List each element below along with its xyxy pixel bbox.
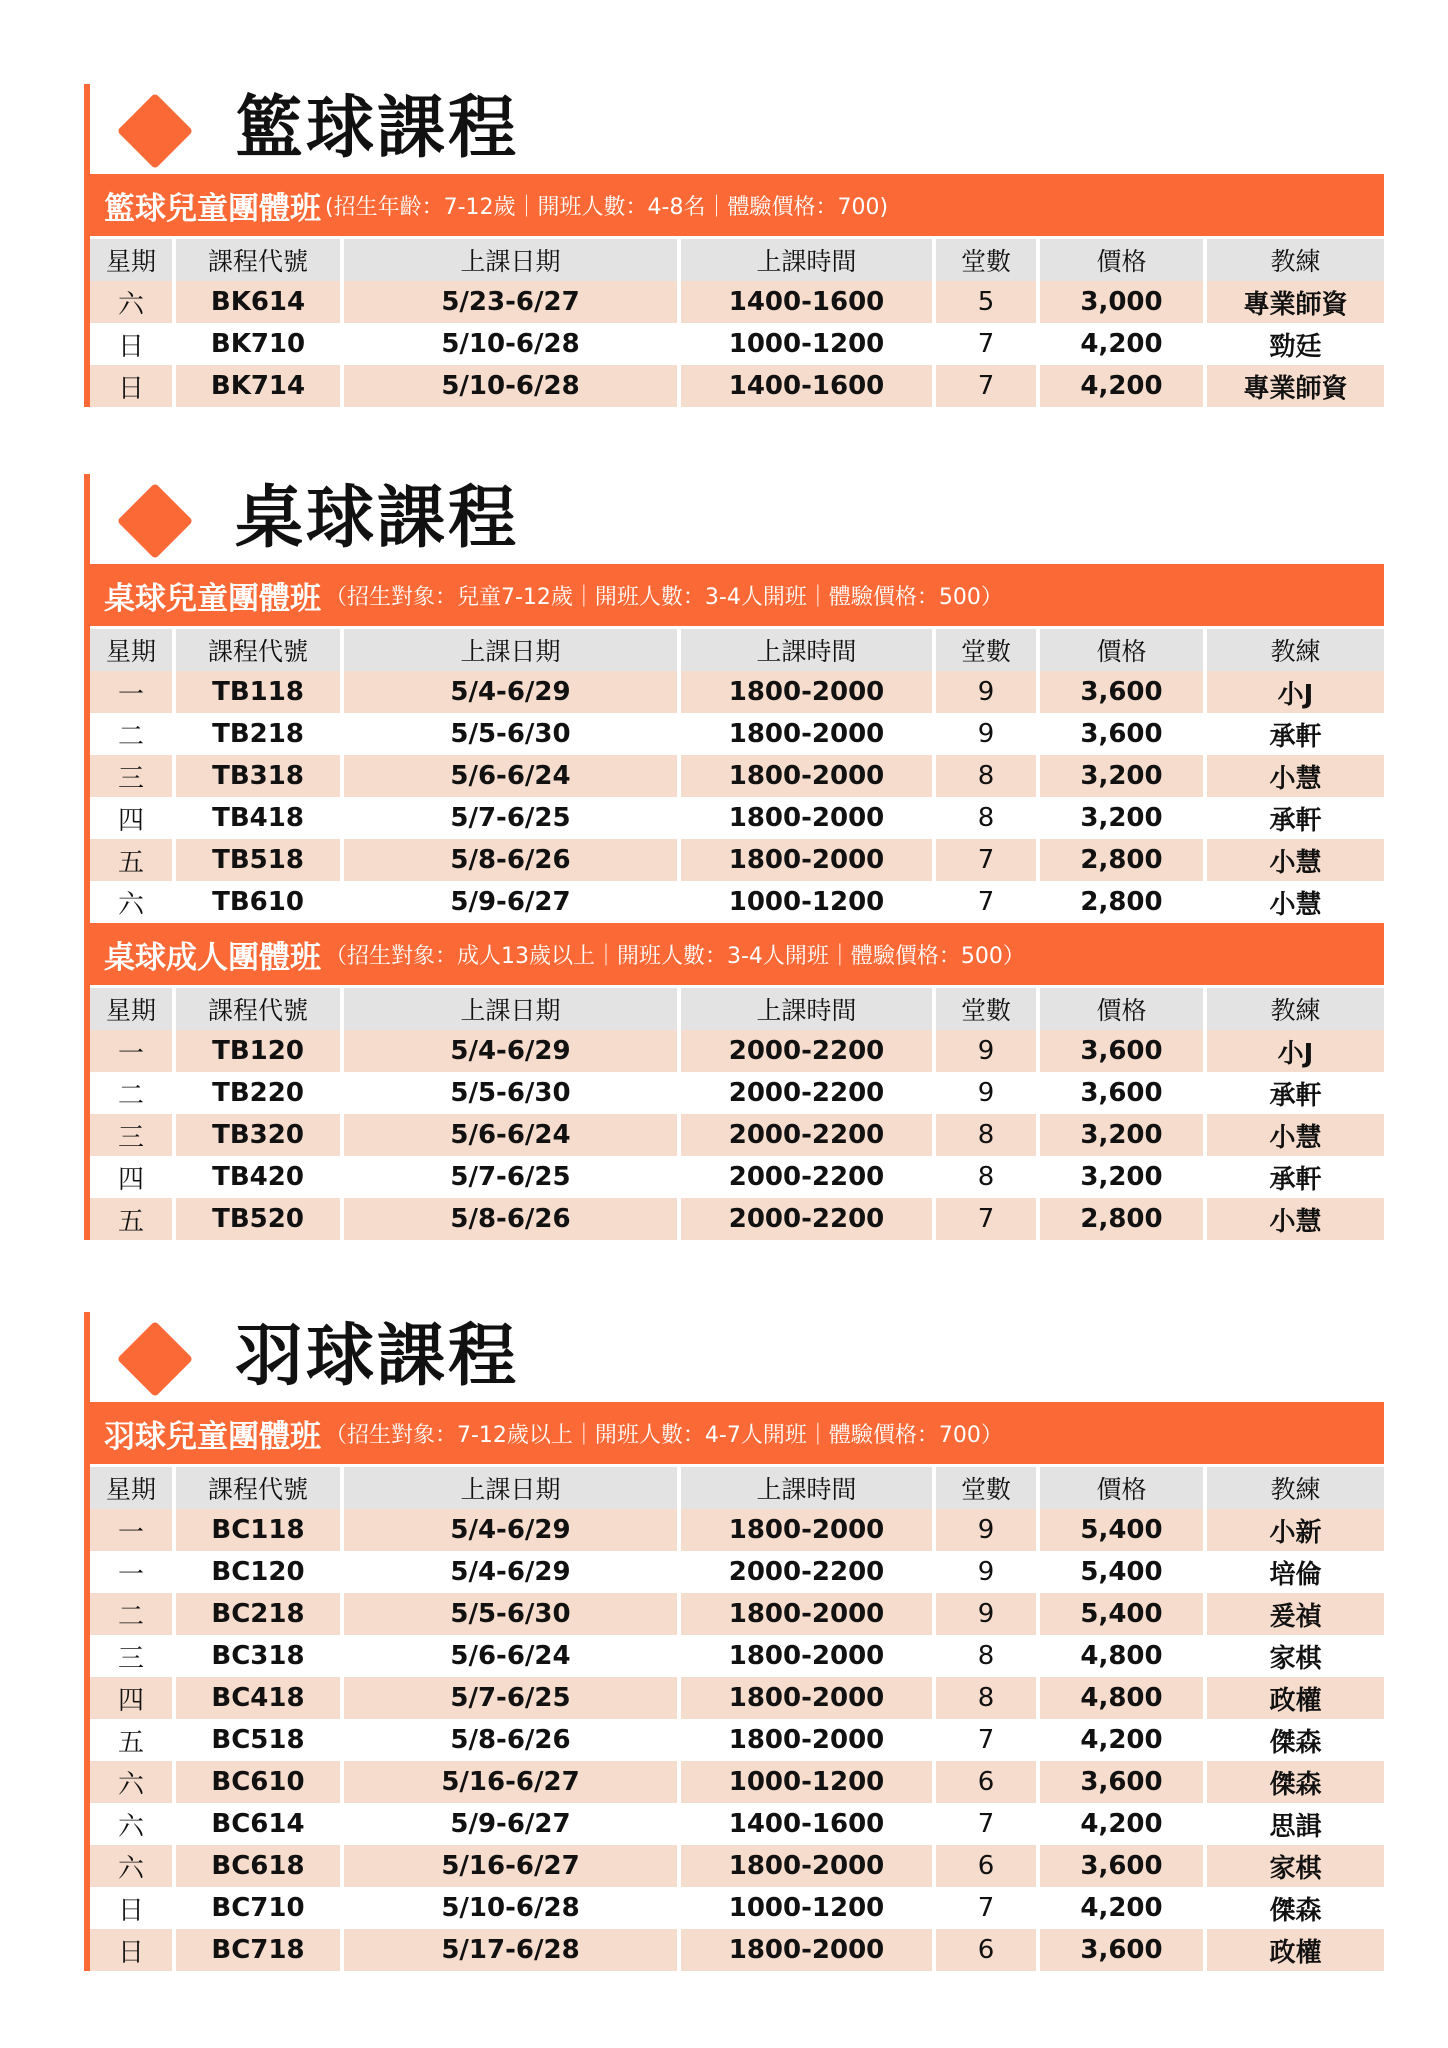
coach-cell: 承軒 bbox=[1205, 1072, 1384, 1114]
time-cell: 1000-1200 bbox=[679, 1887, 934, 1929]
col-dates: 上課日期 bbox=[342, 987, 679, 1031]
price-cell: 2,800 bbox=[1038, 881, 1205, 923]
sessions-cell: 6 bbox=[934, 1929, 1038, 1971]
section-header bbox=[90, 84, 1384, 174]
course-code-cell: BC718 bbox=[174, 1929, 342, 1971]
col-time: 上課時間 bbox=[679, 628, 934, 672]
basketball-section bbox=[84, 84, 1384, 407]
price-cell: 4,200 bbox=[1038, 1803, 1205, 1845]
table-header-row bbox=[90, 987, 1384, 1031]
course-code-cell: BK714 bbox=[174, 365, 342, 407]
price-cell: 4,200 bbox=[1038, 1887, 1205, 1929]
col-coach: 教練 bbox=[1205, 987, 1384, 1031]
price-cell: 3,600 bbox=[1038, 1929, 1205, 1971]
sessions-cell: 9 bbox=[934, 1030, 1038, 1072]
schedule-table bbox=[90, 626, 1384, 923]
class-header bbox=[90, 174, 1384, 236]
table-row bbox=[90, 1929, 1384, 1971]
sessions-cell: 7 bbox=[934, 881, 1038, 923]
coach-cell: 政權 bbox=[1205, 1677, 1384, 1719]
sessions-cell: 6 bbox=[934, 1761, 1038, 1803]
weekday-cell: 日 bbox=[90, 365, 174, 407]
col-dates: 上課日期 bbox=[342, 628, 679, 672]
course-code-cell: TB420 bbox=[174, 1156, 342, 1198]
sessions-cell: 8 bbox=[934, 755, 1038, 797]
col-time: 上課時間 bbox=[679, 238, 934, 282]
sessions-cell: 7 bbox=[934, 1719, 1038, 1761]
table-row bbox=[90, 839, 1384, 881]
price-cell: 4,800 bbox=[1038, 1677, 1205, 1719]
weekday-cell: 二 bbox=[90, 1072, 174, 1114]
col-coach: 教練 bbox=[1205, 238, 1384, 282]
table-row bbox=[90, 1635, 1384, 1677]
class-header bbox=[90, 1402, 1384, 1464]
col-price: 價格 bbox=[1038, 987, 1205, 1031]
time-cell: 1800-2000 bbox=[679, 839, 934, 881]
table-row bbox=[90, 881, 1384, 923]
sessions-cell: 9 bbox=[934, 1551, 1038, 1593]
course-code-cell: BC120 bbox=[174, 1551, 342, 1593]
sessions-cell: 8 bbox=[934, 1635, 1038, 1677]
time-cell: 2000-2200 bbox=[679, 1551, 934, 1593]
table-row bbox=[90, 1719, 1384, 1761]
course-code-cell: BC614 bbox=[174, 1803, 342, 1845]
weekday-cell: 四 bbox=[90, 1156, 174, 1198]
time-cell: 1000-1200 bbox=[679, 1761, 934, 1803]
col-course-code: 課程代號 bbox=[174, 238, 342, 282]
dates-cell: 5/17-6/28 bbox=[342, 1929, 679, 1971]
time-cell: 1800-2000 bbox=[679, 1509, 934, 1551]
dates-cell: 5/4-6/29 bbox=[342, 1030, 679, 1072]
sessions-cell: 8 bbox=[934, 1677, 1038, 1719]
table-tennis-section bbox=[84, 474, 1384, 1240]
sessions-cell: 7 bbox=[934, 365, 1038, 407]
table-row bbox=[90, 1761, 1384, 1803]
table-header-row bbox=[90, 238, 1384, 282]
course-code-cell: BC710 bbox=[174, 1887, 342, 1929]
course-code-cell: TB120 bbox=[174, 1030, 342, 1072]
dates-cell: 5/4-6/29 bbox=[342, 1551, 679, 1593]
weekday-cell: 日 bbox=[90, 1887, 174, 1929]
section-header bbox=[90, 474, 1384, 564]
coach-cell: 小慧 bbox=[1205, 839, 1384, 881]
course-code-cell: BK710 bbox=[174, 323, 342, 365]
table-row bbox=[90, 671, 1384, 713]
course-code-cell: BC318 bbox=[174, 1635, 342, 1677]
table-row bbox=[90, 1887, 1384, 1929]
coach-cell: 政權 bbox=[1205, 1929, 1384, 1971]
time-cell: 1800-2000 bbox=[679, 1635, 934, 1677]
weekday-cell: 四 bbox=[90, 1677, 174, 1719]
time-cell: 1800-2000 bbox=[679, 713, 934, 755]
price-cell: 5,400 bbox=[1038, 1551, 1205, 1593]
sessions-cell: 6 bbox=[934, 1845, 1038, 1887]
table-row bbox=[90, 797, 1384, 839]
coach-cell: 承軒 bbox=[1205, 797, 1384, 839]
section-title: 羽球課程 bbox=[235, 1317, 520, 1396]
price-cell: 4,200 bbox=[1038, 323, 1205, 365]
class-name: 桌球兒童團體班 bbox=[104, 580, 321, 617]
weekday-cell: 三 bbox=[90, 1114, 174, 1156]
time-cell: 1800-2000 bbox=[679, 1719, 934, 1761]
col-price: 價格 bbox=[1038, 1466, 1205, 1510]
weekday-cell: 日 bbox=[90, 1929, 174, 1971]
class-header bbox=[90, 923, 1384, 985]
price-cell: 2,800 bbox=[1038, 839, 1205, 881]
sessions-cell: 5 bbox=[934, 281, 1038, 323]
col-weekday: 星期 bbox=[90, 238, 174, 282]
time-cell: 1000-1200 bbox=[679, 881, 934, 923]
course-code-cell: TB320 bbox=[174, 1114, 342, 1156]
course-code-cell: BC518 bbox=[174, 1719, 342, 1761]
table-row bbox=[90, 1677, 1384, 1719]
dates-cell: 5/7-6/25 bbox=[342, 1677, 679, 1719]
time-cell: 1800-2000 bbox=[679, 797, 934, 839]
coach-cell: 爰禎 bbox=[1205, 1593, 1384, 1635]
price-cell: 3,000 bbox=[1038, 281, 1205, 323]
course-code-cell: TB610 bbox=[174, 881, 342, 923]
sessions-cell: 8 bbox=[934, 1156, 1038, 1198]
dates-cell: 5/10-6/28 bbox=[342, 1887, 679, 1929]
diamond-bullet-icon bbox=[117, 1321, 193, 1397]
col-dates: 上課日期 bbox=[342, 238, 679, 282]
table-row bbox=[90, 1198, 1384, 1240]
coach-cell: 小慧 bbox=[1205, 881, 1384, 923]
course-code-cell: TB418 bbox=[174, 797, 342, 839]
course-code-cell: TB318 bbox=[174, 755, 342, 797]
table-row bbox=[90, 713, 1384, 755]
table-row bbox=[90, 1593, 1384, 1635]
weekday-cell: 二 bbox=[90, 713, 174, 755]
weekday-cell: 日 bbox=[90, 323, 174, 365]
table-row bbox=[90, 1803, 1384, 1845]
course-code-cell: TB218 bbox=[174, 713, 342, 755]
weekday-cell: 四 bbox=[90, 797, 174, 839]
sessions-cell: 7 bbox=[934, 1198, 1038, 1240]
schedule-table bbox=[90, 236, 1384, 407]
coach-cell: 小J bbox=[1205, 1030, 1384, 1072]
coach-cell: 專業師資 bbox=[1205, 281, 1384, 323]
col-time: 上課時間 bbox=[679, 1466, 934, 1510]
dates-cell: 5/6-6/24 bbox=[342, 1635, 679, 1677]
price-cell: 3,200 bbox=[1038, 1114, 1205, 1156]
col-weekday: 星期 bbox=[90, 628, 174, 672]
section-title: 桌球課程 bbox=[235, 479, 520, 558]
dates-cell: 5/9-6/27 bbox=[342, 1803, 679, 1845]
coach-cell: 小J bbox=[1205, 671, 1384, 713]
price-cell: 3,600 bbox=[1038, 1030, 1205, 1072]
sessions-cell: 8 bbox=[934, 797, 1038, 839]
price-cell: 3,600 bbox=[1038, 713, 1205, 755]
class-info: （招生對象：成人13歲以上｜開班人數：3-4人開班｜體驗價格：500） bbox=[325, 943, 1025, 969]
dates-cell: 5/4-6/29 bbox=[342, 1509, 679, 1551]
time-cell: 1400-1600 bbox=[679, 365, 934, 407]
weekday-cell: 二 bbox=[90, 1593, 174, 1635]
coach-cell: 小新 bbox=[1205, 1509, 1384, 1551]
table-row bbox=[90, 323, 1384, 365]
price-cell: 3,200 bbox=[1038, 755, 1205, 797]
col-course-code: 課程代號 bbox=[174, 987, 342, 1031]
course-code-cell: TB520 bbox=[174, 1198, 342, 1240]
diamond-bullet-icon bbox=[117, 483, 193, 559]
dates-cell: 5/5-6/30 bbox=[342, 713, 679, 755]
coach-cell: 勁廷 bbox=[1205, 323, 1384, 365]
table-row bbox=[90, 365, 1384, 407]
coach-cell: 專業師資 bbox=[1205, 365, 1384, 407]
sessions-cell: 7 bbox=[934, 323, 1038, 365]
table-row bbox=[90, 1156, 1384, 1198]
col-coach: 教練 bbox=[1205, 628, 1384, 672]
table-header-row bbox=[90, 1466, 1384, 1510]
class-name: 桌球成人團體班 bbox=[104, 939, 321, 976]
time-cell: 1400-1600 bbox=[679, 1803, 934, 1845]
course-code-cell: BC618 bbox=[174, 1845, 342, 1887]
time-cell: 1400-1600 bbox=[679, 281, 934, 323]
price-cell: 2,800 bbox=[1038, 1198, 1205, 1240]
time-cell: 1000-1200 bbox=[679, 323, 934, 365]
time-cell: 2000-2200 bbox=[679, 1072, 934, 1114]
sessions-cell: 7 bbox=[934, 1887, 1038, 1929]
col-sessions: 堂數 bbox=[934, 628, 1038, 672]
class-header bbox=[90, 564, 1384, 626]
dates-cell: 5/8-6/26 bbox=[342, 839, 679, 881]
section-title: 籃球課程 bbox=[235, 89, 520, 168]
course-code-cell: TB118 bbox=[174, 671, 342, 713]
price-cell: 5,400 bbox=[1038, 1509, 1205, 1551]
table-row bbox=[90, 281, 1384, 323]
coach-cell: 培倫 bbox=[1205, 1551, 1384, 1593]
diamond-bullet-icon bbox=[117, 93, 193, 169]
table-row bbox=[90, 1845, 1384, 1887]
time-cell: 1800-2000 bbox=[679, 1593, 934, 1635]
price-cell: 3,200 bbox=[1038, 1156, 1205, 1198]
time-cell: 1800-2000 bbox=[679, 755, 934, 797]
sessions-cell: 9 bbox=[934, 1593, 1038, 1635]
sessions-cell: 9 bbox=[934, 671, 1038, 713]
course-code-cell: BC218 bbox=[174, 1593, 342, 1635]
col-weekday: 星期 bbox=[90, 987, 174, 1031]
dates-cell: 5/9-6/27 bbox=[342, 881, 679, 923]
col-course-code: 課程代號 bbox=[174, 628, 342, 672]
weekday-cell: 三 bbox=[90, 755, 174, 797]
time-cell: 1800-2000 bbox=[679, 1929, 934, 1971]
table-row bbox=[90, 1114, 1384, 1156]
coach-cell: 家棋 bbox=[1205, 1635, 1384, 1677]
col-course-code: 課程代號 bbox=[174, 1466, 342, 1510]
weekday-cell: 六 bbox=[90, 1761, 174, 1803]
coach-cell: 承軒 bbox=[1205, 1156, 1384, 1198]
col-price: 價格 bbox=[1038, 628, 1205, 672]
weekday-cell: 五 bbox=[90, 1719, 174, 1761]
course-code-cell: BK614 bbox=[174, 281, 342, 323]
weekday-cell: 六 bbox=[90, 1845, 174, 1887]
col-sessions: 堂數 bbox=[934, 238, 1038, 282]
class-info: （招生對象：兒童7-12歲｜開班人數：3-4人開班｜體驗價格：500） bbox=[325, 584, 1003, 610]
course-code-cell: BC118 bbox=[174, 1509, 342, 1551]
sessions-cell: 7 bbox=[934, 839, 1038, 881]
col-time: 上課時間 bbox=[679, 987, 934, 1031]
weekday-cell: 一 bbox=[90, 1509, 174, 1551]
schedule-table bbox=[90, 1464, 1384, 1971]
table-row bbox=[90, 1072, 1384, 1114]
class-name: 籃球兒童團體班 bbox=[104, 190, 321, 227]
class-name: 羽球兒童團體班 bbox=[104, 1418, 321, 1455]
weekday-cell: 一 bbox=[90, 1030, 174, 1072]
weekday-cell: 六 bbox=[90, 1803, 174, 1845]
dates-cell: 5/8-6/26 bbox=[342, 1719, 679, 1761]
time-cell: 1800-2000 bbox=[679, 1677, 934, 1719]
sessions-cell: 9 bbox=[934, 1072, 1038, 1114]
dates-cell: 5/4-6/29 bbox=[342, 671, 679, 713]
badminton-section bbox=[84, 1312, 1384, 1971]
sessions-cell: 8 bbox=[934, 1114, 1038, 1156]
table-row bbox=[90, 1509, 1384, 1551]
col-dates: 上課日期 bbox=[342, 1466, 679, 1510]
price-cell: 3,600 bbox=[1038, 671, 1205, 713]
time-cell: 2000-2200 bbox=[679, 1156, 934, 1198]
weekday-cell: 五 bbox=[90, 1198, 174, 1240]
price-cell: 3,600 bbox=[1038, 1845, 1205, 1887]
table-header-row bbox=[90, 628, 1384, 672]
course-code-cell: TB518 bbox=[174, 839, 342, 881]
coach-cell: 小慧 bbox=[1205, 1114, 1384, 1156]
weekday-cell: 一 bbox=[90, 671, 174, 713]
sessions-cell: 9 bbox=[934, 1509, 1038, 1551]
course-code-cell: BC610 bbox=[174, 1761, 342, 1803]
table-row bbox=[90, 755, 1384, 797]
section-header bbox=[90, 1312, 1384, 1402]
dates-cell: 5/16-6/27 bbox=[342, 1845, 679, 1887]
time-cell: 2000-2200 bbox=[679, 1198, 934, 1240]
weekday-cell: 三 bbox=[90, 1635, 174, 1677]
time-cell: 2000-2200 bbox=[679, 1114, 934, 1156]
col-sessions: 堂數 bbox=[934, 1466, 1038, 1510]
coach-cell: 傑森 bbox=[1205, 1719, 1384, 1761]
coach-cell: 家棋 bbox=[1205, 1845, 1384, 1887]
schedule-table bbox=[90, 985, 1384, 1240]
dates-cell: 5/10-6/28 bbox=[342, 323, 679, 365]
coach-cell: 小慧 bbox=[1205, 1198, 1384, 1240]
weekday-cell: 六 bbox=[90, 881, 174, 923]
dates-cell: 5/8-6/26 bbox=[342, 1198, 679, 1240]
course-code-cell: BC418 bbox=[174, 1677, 342, 1719]
time-cell: 1800-2000 bbox=[679, 671, 934, 713]
dates-cell: 5/23-6/27 bbox=[342, 281, 679, 323]
course-code-cell: TB220 bbox=[174, 1072, 342, 1114]
dates-cell: 5/5-6/30 bbox=[342, 1072, 679, 1114]
dates-cell: 5/16-6/27 bbox=[342, 1761, 679, 1803]
class-info: (招生年齡：7-12歲｜開班人數：4-8名｜體驗價格：700) bbox=[325, 194, 889, 220]
weekday-cell: 六 bbox=[90, 281, 174, 323]
price-cell: 4,200 bbox=[1038, 1719, 1205, 1761]
time-cell: 2000-2200 bbox=[679, 1030, 934, 1072]
price-cell: 4,200 bbox=[1038, 365, 1205, 407]
table-row bbox=[90, 1030, 1384, 1072]
col-price: 價格 bbox=[1038, 238, 1205, 282]
dates-cell: 5/5-6/30 bbox=[342, 1593, 679, 1635]
time-cell: 1800-2000 bbox=[679, 1845, 934, 1887]
coach-cell: 傑森 bbox=[1205, 1761, 1384, 1803]
col-sessions: 堂數 bbox=[934, 987, 1038, 1031]
sessions-cell: 7 bbox=[934, 1803, 1038, 1845]
table-row bbox=[90, 1551, 1384, 1593]
weekday-cell: 五 bbox=[90, 839, 174, 881]
col-weekday: 星期 bbox=[90, 1466, 174, 1510]
coach-cell: 小慧 bbox=[1205, 755, 1384, 797]
price-cell: 5,400 bbox=[1038, 1593, 1205, 1635]
coach-cell: 承軒 bbox=[1205, 713, 1384, 755]
dates-cell: 5/6-6/24 bbox=[342, 1114, 679, 1156]
class-info: （招生對象：7-12歲以上｜開班人數：4-7人開班｜體驗價格：700） bbox=[325, 1422, 1003, 1448]
dates-cell: 5/6-6/24 bbox=[342, 755, 679, 797]
price-cell: 3,600 bbox=[1038, 1761, 1205, 1803]
price-cell: 3,600 bbox=[1038, 1072, 1205, 1114]
coach-cell: 思諿 bbox=[1205, 1803, 1384, 1845]
col-coach: 教練 bbox=[1205, 1466, 1384, 1510]
dates-cell: 5/10-6/28 bbox=[342, 365, 679, 407]
price-cell: 3,200 bbox=[1038, 797, 1205, 839]
dates-cell: 5/7-6/25 bbox=[342, 1156, 679, 1198]
price-cell: 4,800 bbox=[1038, 1635, 1205, 1677]
weekday-cell: 一 bbox=[90, 1551, 174, 1593]
sessions-cell: 9 bbox=[934, 713, 1038, 755]
coach-cell: 傑森 bbox=[1205, 1887, 1384, 1929]
dates-cell: 5/7-6/25 bbox=[342, 797, 679, 839]
